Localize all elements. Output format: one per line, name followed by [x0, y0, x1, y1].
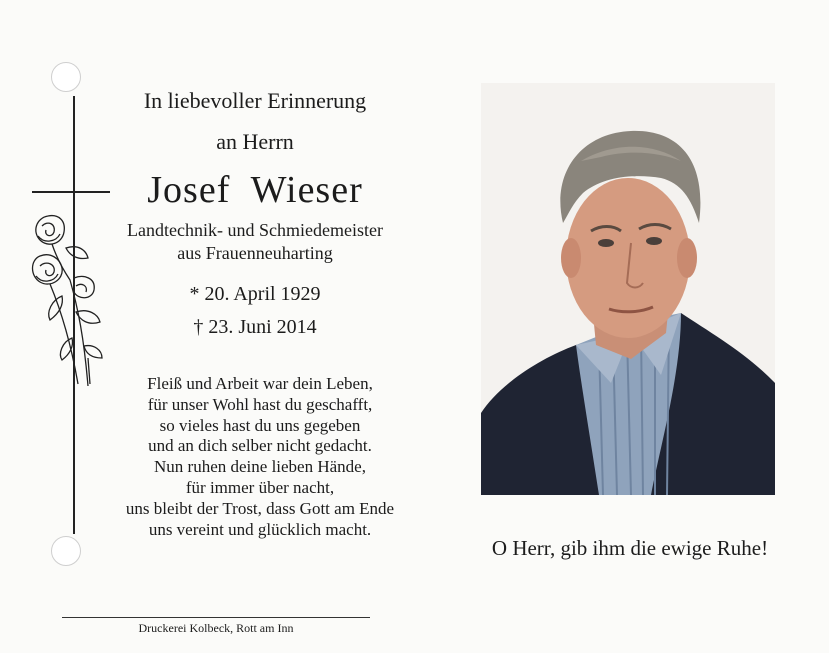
poem-line: Fleiß und Arbeit war dein Leben,	[147, 374, 373, 393]
portrait-illustration	[481, 83, 775, 495]
deceased-name: Josef Wieser	[147, 169, 363, 211]
portrait-photo	[481, 83, 775, 495]
occupation-block	[90, 219, 420, 265]
poem-line: uns vereint und glücklich macht.	[148, 519, 372, 539]
punch-hole-icon	[51, 536, 81, 566]
poem	[95, 374, 425, 540]
poem-line: Nun ruhen deine lieben Hände,	[154, 457, 366, 477]
occupation: Landtechnik- und Schmiedemeister	[127, 220, 383, 240]
poem-line: so vieles hast du uns gegeben	[159, 415, 361, 435]
prayer-caption: O Herr, gib ihm die ewige Ruhe!	[491, 536, 769, 560]
birth-date: * 20. April 1929	[189, 283, 321, 305]
hometown: aus Frauenneuharting	[177, 243, 333, 263]
poem-line: uns bleibt der Trost, dass Gott am Ende	[125, 498, 395, 518]
death-date: † 23. Juni 2014	[193, 316, 317, 338]
poem-line: für immer über nacht,	[185, 477, 335, 497]
poem-line: und an dich selber nicht gedacht.	[148, 436, 372, 456]
footer-rule	[62, 617, 370, 618]
punch-hole-icon	[51, 62, 81, 92]
intro-line-2: an Herrn	[216, 129, 294, 154]
printer-credit: Druckerei Kolbeck, Rott am Inn	[138, 621, 294, 635]
intro-line-1: In liebevoller Erinnerung	[143, 88, 367, 113]
poem-line: für unser Wohl hast du geschafft,	[147, 394, 373, 414]
